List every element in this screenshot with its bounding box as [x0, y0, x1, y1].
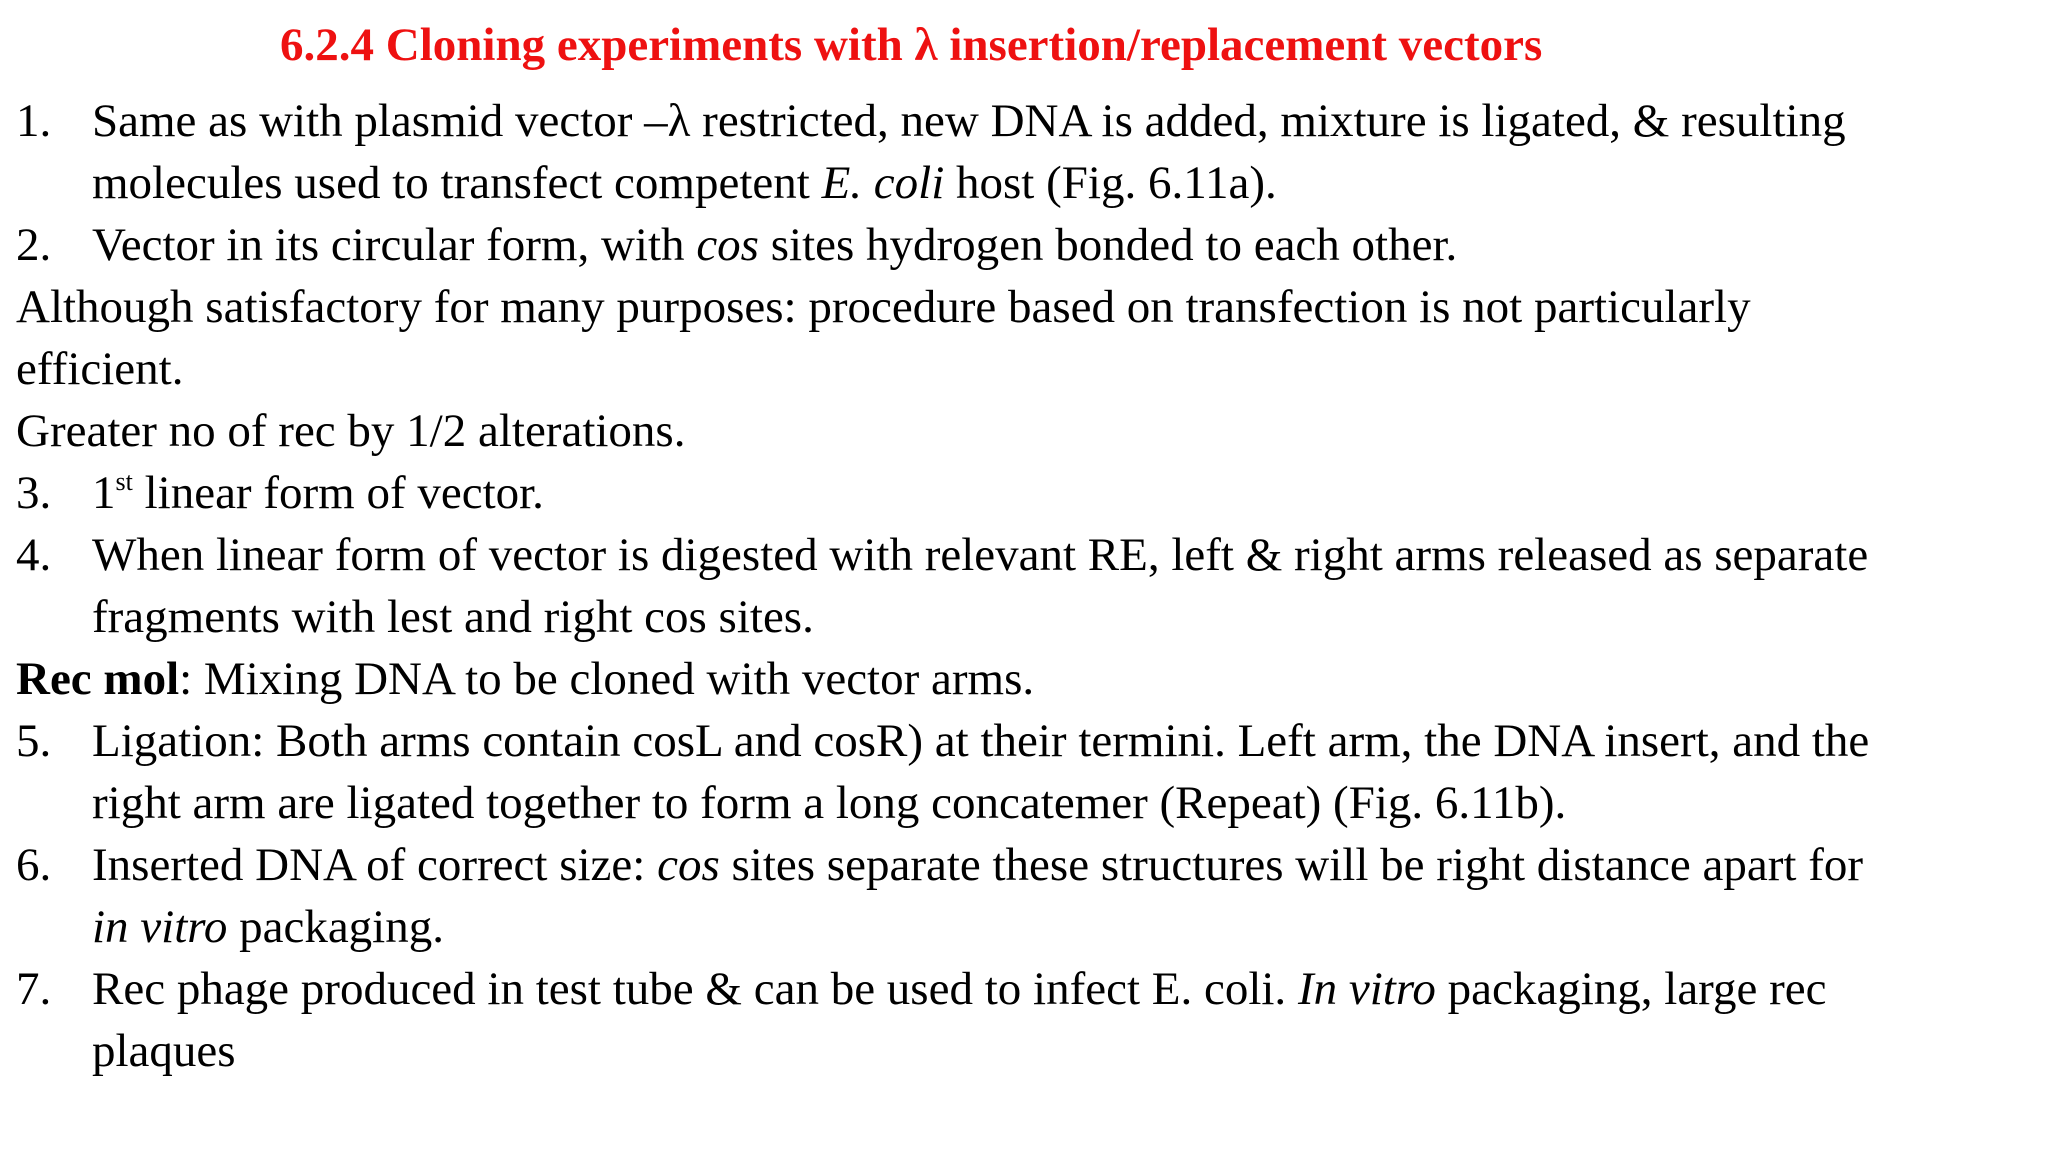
list-item-5-continuation	[16, 772, 2046, 834]
slide-content	[16, 90, 2046, 1082]
item-text: linear form of vector.	[132, 467, 544, 519]
item-text: packaging.	[227, 901, 444, 953]
italic-text: E. coli	[821, 157, 945, 209]
list-item-1	[16, 90, 2046, 152]
paragraph-line	[16, 400, 2046, 462]
superscript-text: st	[115, 467, 133, 496]
item-number: 2.	[16, 219, 52, 271]
item-text: Same as with plasmid vector –λ restricted, new DNA is added, mixture is ligated, & resulting	[92, 95, 1846, 147]
list-item-6-continuation	[16, 896, 2046, 958]
item-number: 3.	[16, 467, 52, 519]
item-text: When linear form of vector is digested with relevant RE, left & right arms released as separate	[92, 529, 1869, 581]
item-number: 6.	[16, 839, 52, 891]
list-item-1-continuation	[16, 152, 2046, 214]
list-item-3	[16, 462, 2046, 524]
item-text: molecules used to transfect competent	[92, 157, 822, 209]
item-text: 1	[92, 467, 116, 519]
paragraph-text: efficient.	[16, 343, 184, 395]
italic-text: In vitro	[1297, 963, 1436, 1015]
item-text: fragments with lest and right cos sites.	[92, 591, 814, 643]
item-text: Inserted DNA of correct size:	[92, 839, 658, 891]
list-item-4-continuation	[16, 586, 2046, 648]
item-number: 4.	[16, 529, 52, 581]
list-item-2	[16, 214, 2046, 276]
item-text: Vector in its circular form, with	[92, 219, 697, 271]
item-text: packaging, large rec	[1435, 963, 1827, 1015]
item-text: sites hydrogen bonded to each other.	[758, 219, 1458, 271]
item-text: Ligation: Both arms contain cosL and cosR) at their termini. Left arm, the DNA insert, and the	[92, 715, 1870, 767]
bold-term: Rec mol	[16, 653, 180, 705]
italic-text: in vitro	[92, 901, 228, 953]
list-item-4	[16, 524, 2046, 586]
italic-text: cos	[657, 839, 720, 891]
item-text: plaques	[92, 1025, 236, 1077]
italic-text: cos	[696, 219, 759, 271]
item-text: right arm are ligated together to form a long concatemer (Repeat) (Fig. 6.11b).	[92, 777, 1567, 829]
item-text: host (Fig. 6.11a).	[944, 157, 1277, 209]
paragraph-text: Although satisfactory for many purposes: procedure based on transfection is not particularly	[16, 281, 1751, 333]
paragraph-text: Greater no of rec by 1/2 alterations.	[16, 405, 686, 457]
list-item-5	[16, 710, 2046, 772]
item-number: 7.	[16, 963, 52, 1015]
item-text: sites separate these structures will be right distance apart for	[719, 839, 1864, 891]
rec-mol-line	[16, 648, 2046, 710]
slide-title: 6.2.4 Cloning experiments with λ insertion/replacement vectors	[280, 19, 1543, 71]
list-item-7-continuation	[16, 1020, 2046, 1082]
list-item-7	[16, 958, 2046, 1020]
item-text: Rec phage produced in test tube & can be used to infect E. coli.	[92, 963, 1298, 1015]
item-number: 5.	[16, 715, 52, 767]
list-item-6	[16, 834, 2046, 896]
paragraph-text: : Mixing DNA to be cloned with vector arms.	[179, 653, 1035, 705]
paragraph-line	[16, 338, 2046, 400]
item-number: 1.	[16, 95, 52, 147]
paragraph-line	[16, 276, 2046, 338]
